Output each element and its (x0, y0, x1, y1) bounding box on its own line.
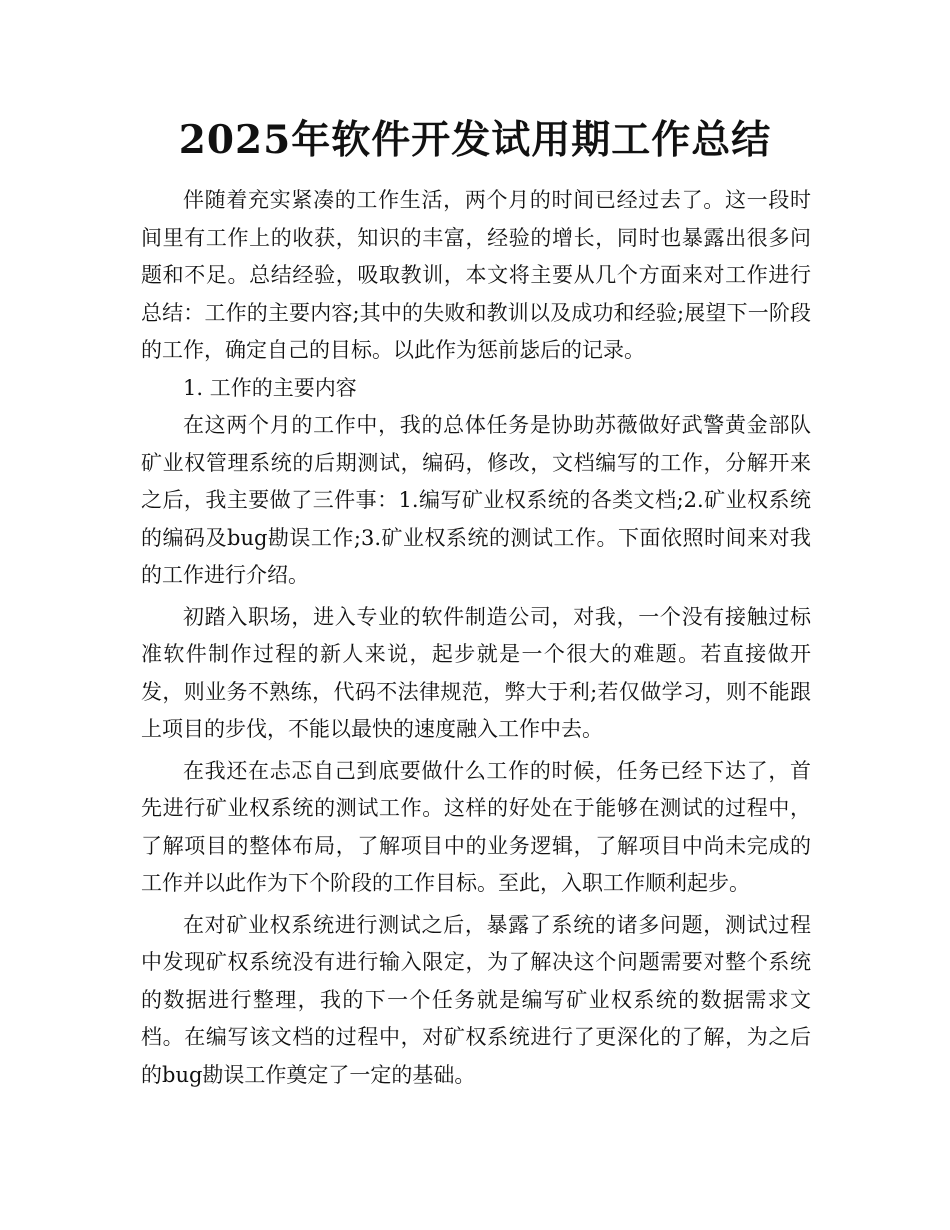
paragraph-tasks: 在这两个月的工作中，我的总体任务是协助苏薇做好武警黄金部队矿业权管理系统的后期测试，编码，修改，文档编写的工作，分解开来之后，我主要做了三件事：1.编写矿业权系统的各类文档;2.矿业权系统的编码及bug勘误工作;3.矿业权系统的测试工作。下面依照时间来对我的工作进行介绍。 (141, 413, 811, 587)
section-heading-main-work: 1. 工作的主要内容 (183, 375, 357, 400)
paragraph-testing: 在我还在忐忑自己到底要做什么工作的时候，任务已经下达了，首先进行矿业权系统的测试工作。这样的好处在于能够在测试的过程中，了解项目的整体布局，了解项目中的业务逻辑，了解项目中尚未完成的工作并以此作为下个阶段的工作目标。至此，入职工作顺利起步。 (141, 758, 811, 895)
paragraph-first-steps: 初踏入职场，进入专业的软件制造公司，对我，一个没有接触过标准软件制作过程的新人来说，起步就是一个很大的难题。若直接做开发，则业务不熟练，代码不法律规范，弊大于利;若仅做学习，则不能跟上项目的步伐，不能以最快的速度融入工作中去。 (141, 604, 811, 741)
document-body (141, 182, 811, 1094)
document-title: 2025年软件开发试用期工作总结 (178, 117, 772, 163)
paragraph-data-requirements: 在对矿业权系统进行测试之后，暴露了系统的诸多问题，测试过程中发现矿权系统没有进行输入限定，为了解决这个问题需要对整个系统的数据进行整理，我的下一个任务就是编写矿业权系统的数据需求文档。在编写该文档的过程中，对矿权系统进行了更深化的了解，为之后的bug勘误工作奠定了一定的基础。 (141, 912, 811, 1087)
paragraph-intro: 伴随着充实紧凑的工作生活，两个月的时间已经过去了。这一段时间里有工作上的收获，知识的丰富，经验的增长，同时也暴露出很多问题和不足。总结经验，吸取教训，本文将主要从几个方面来对工作进行总结：工作的主要内容;其中的失败和教训以及成功和经验;展望下一阶段的工作，确定自己的目标。以此作为惩前毖后的记录。 (141, 188, 811, 362)
